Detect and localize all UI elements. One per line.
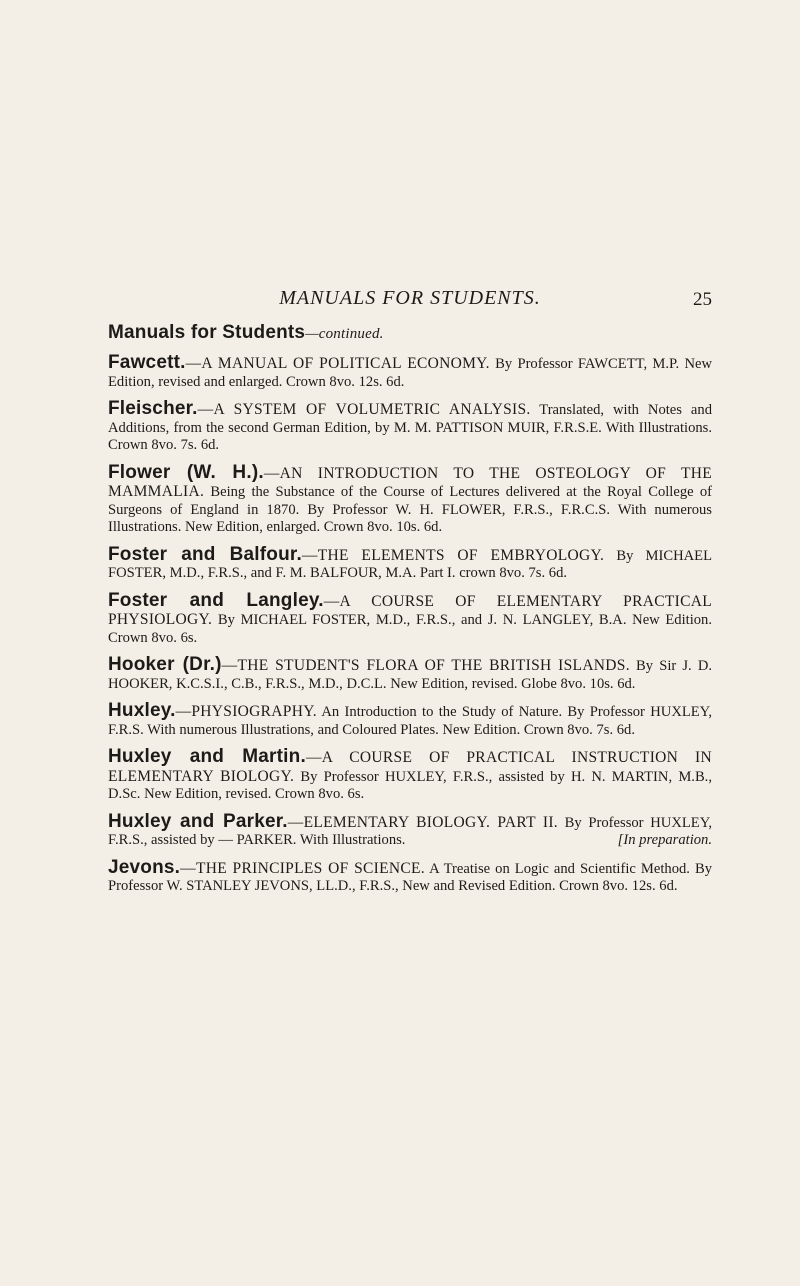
entry-title: —A MANUAL OF POLITICAL ECONOMY. bbox=[185, 355, 490, 372]
entry-author: Huxley and Martin. bbox=[108, 746, 306, 767]
catalogue-content bbox=[108, 322, 712, 905]
entry-details: By Sir J. D. HOOKER, K.C.S.I., C.B., F.R.S., M.D., D.C.L. New Edition, revised. Globe 8vo. 10s. 6d. bbox=[108, 658, 713, 692]
entry-details: By Professor FAWCETT, M.P. New Edition, revised and enlarged. Crown 8vo. 12s. 6d. bbox=[108, 356, 713, 390]
entry-title: —THE STUDENT'S FLORA OF THE BRITISH ISLANDS. bbox=[221, 657, 630, 674]
entry-author: Huxley and Parker. bbox=[108, 810, 288, 832]
catalogue-entry bbox=[108, 461, 712, 537]
entry-details: By MICHAEL FOSTER, M.D., F.R.S., and F. M. BALFOUR, M.A. Part I. crown 8vo. 7s. 6d. bbox=[108, 547, 712, 581]
catalogue-entry bbox=[108, 856, 713, 896]
section-heading bbox=[108, 322, 712, 344]
running-head bbox=[108, 287, 712, 317]
catalogue-entry bbox=[108, 543, 712, 583]
entry-author: Hooker (Dr.) bbox=[108, 654, 222, 675]
catalogue-entry bbox=[108, 400, 712, 455]
entry-details: A Treatise on Logic and Scientific Method. By Professor W. STANLEY JEVONS, LL.D., F.R.S., New and Revised Edition. Crown 8vo. 12s. 6d. bbox=[108, 860, 713, 894]
catalogue-entry bbox=[108, 656, 712, 693]
section-title: Manuals for Students bbox=[108, 322, 306, 343]
page-number: 25 bbox=[693, 289, 712, 310]
entry-details: By MICHAEL FOSTER, M.D., F.R.S., and J. N. LANGLEY, B.A. New Edition. Crown 8vo. 6s. bbox=[108, 612, 712, 646]
entry-author: Fawcett. bbox=[108, 352, 186, 373]
entry-title: —THE PRINCIPLES OF SCIENCE. bbox=[180, 859, 425, 877]
entry-title: —A COURSE OF ELEMENTARY PRACTICAL PHYSIOLOGY. bbox=[108, 592, 712, 628]
entry-title: —THE ELEMENTS OF EMBRYOLOGY. bbox=[301, 546, 605, 564]
entry-details: Being the Substance of the Course of Lectures delivered at the Royal College of Surgeons of England in 1870. By Professor W. H. FLOWER, F.R.S., F.R.C.S. With numerous Illustrations. New Edition, enlarged. Crown 8vo. 10s. 6d. bbox=[108, 484, 712, 535]
entry-author: Fleischer. bbox=[108, 398, 198, 419]
entry-note: [In preparation. bbox=[617, 832, 712, 848]
entry-details: An Introduction to the Study of Nature. By Professor HUXLEY, F.R.S. With numerous Illustrations, and Coloured Plates. New Edition. Crown 8vo. 7s. 6d. bbox=[108, 704, 712, 738]
entry-author: Jevons. bbox=[108, 856, 181, 878]
continued-label: —continued. bbox=[305, 326, 384, 342]
entry-title: —PHYSIOGRAPHY. bbox=[175, 703, 317, 720]
entry-author: Foster and Langley. bbox=[108, 589, 324, 611]
catalogue-entry bbox=[108, 589, 712, 648]
entry-details: By Professor HUXLEY, F.R.S., assisted by — PARKER. With Illustrations. bbox=[108, 814, 712, 848]
entry-details: By Professor HUXLEY, F.R.S., assisted by H. N. MARTIN, M.B., D.Sc. New Edition, revised. Crown 8vo. 6s. bbox=[108, 768, 712, 802]
entry-author: Huxley. bbox=[108, 700, 176, 721]
catalogue-entry bbox=[108, 810, 712, 850]
catalogue-entry bbox=[108, 354, 712, 391]
entry-author: Foster and Balfour. bbox=[108, 543, 302, 565]
entry-title: —ELEMENTARY BIOLOGY. PART II. bbox=[287, 813, 558, 831]
entry-author: Flower (W. H.). bbox=[108, 461, 264, 483]
entry-title: —AN INTRODUCTION TO THE OSTEOLOGY OF THE MAMMALIA. bbox=[108, 464, 712, 500]
entry-details: Translated, with Notes and Additions, from the second German Edition, by M. M. PATTISON MUIR, F.R.S.E. With Illustrations. Crown 8vo. 7s. 6d. bbox=[108, 402, 712, 453]
entry-title: —A SYSTEM OF VOLUMETRIC ANALYSIS. bbox=[197, 401, 531, 418]
catalogue-entry bbox=[108, 702, 712, 739]
catalogue-entry bbox=[108, 748, 712, 804]
entry-title: —A COURSE OF PRACTICAL INSTRUCTION IN ELEMENTARY BIOLOGY. bbox=[108, 749, 712, 785]
running-title: MANUALS FOR STUDENTS. bbox=[279, 287, 541, 309]
